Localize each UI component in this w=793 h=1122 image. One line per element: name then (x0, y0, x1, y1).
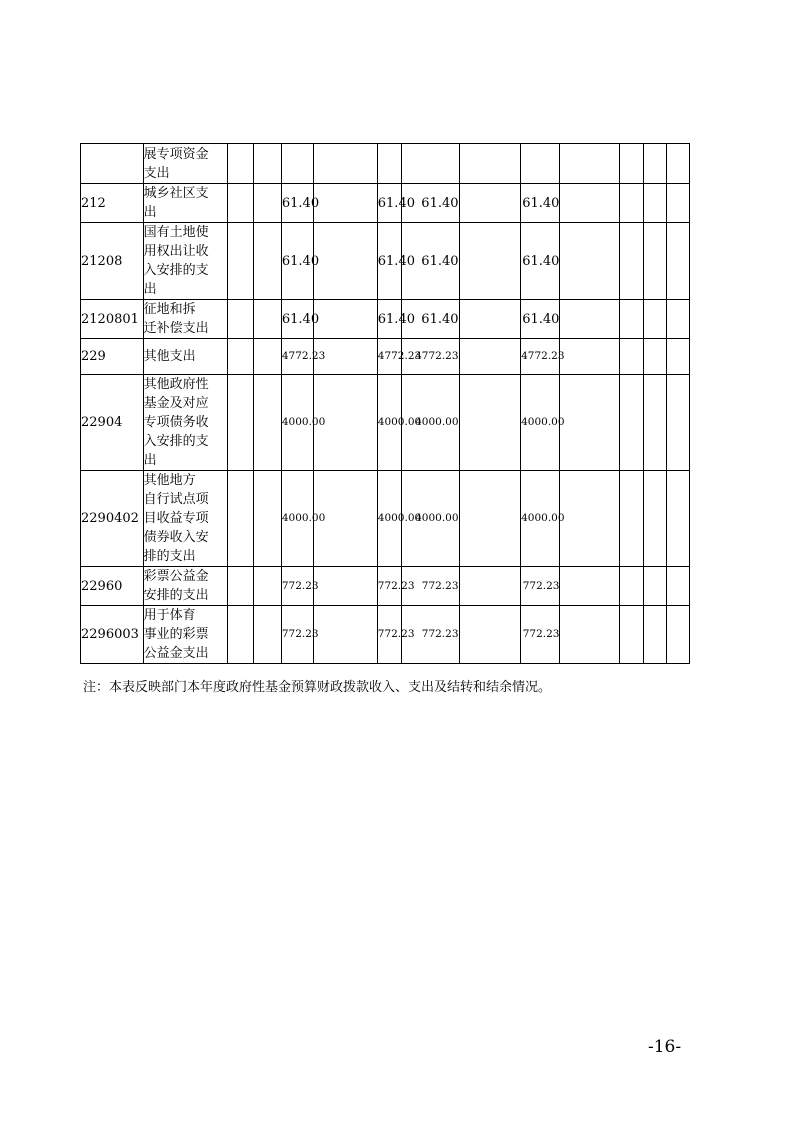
subject-code-cell: 2296003 (81, 606, 144, 664)
table-row (81, 184, 718, 223)
subject-code-cell: 212 (81, 184, 144, 223)
subject-code-cell (81, 144, 144, 184)
empty-cell (253, 300, 281, 339)
table-body (81, 144, 718, 664)
empty-cell (644, 375, 667, 471)
empty-cell (644, 184, 667, 223)
empty-cell (228, 144, 253, 184)
empty-cell (314, 144, 378, 184)
empty-cell (644, 606, 667, 664)
amount-cell: 61.40 (521, 184, 560, 223)
amount-cell: 4000.00 (377, 471, 401, 567)
empty-cell (228, 339, 253, 375)
empty-cell (253, 375, 281, 471)
empty-cell (620, 339, 644, 375)
empty-cell (560, 223, 620, 300)
table-row (81, 300, 718, 339)
empty-cell (667, 184, 689, 223)
amount-cell: 772.23 (401, 606, 459, 664)
amount-cell: 772.23 (281, 606, 313, 664)
empty-cell (620, 567, 644, 606)
subject-name-cell: 用于体育 事业的彩票 公益金支出 (143, 606, 228, 664)
amount-cell: 61.40 (521, 300, 560, 339)
empty-cell (459, 223, 521, 300)
amount-cell (401, 144, 459, 184)
empty-cell (459, 375, 521, 471)
empty-cell (620, 300, 644, 339)
amount-cell: 61.40 (281, 184, 313, 223)
empty-cell (314, 606, 378, 664)
empty-cell (253, 223, 281, 300)
amount-cell: 61.40 (281, 223, 313, 300)
amount-cell: 772.23 (521, 606, 560, 664)
empty-cell (620, 375, 644, 471)
amount-cell: 4000.00 (401, 375, 459, 471)
subject-name-cell: 其他支出 (143, 339, 228, 375)
amount-cell: 4000.00 (377, 375, 401, 471)
empty-cell (459, 606, 521, 664)
amount-cell: 61.40 (377, 223, 401, 300)
empty-cell (314, 300, 378, 339)
amount-cell (521, 144, 560, 184)
empty-cell (667, 606, 689, 664)
amount-cell: 4772.23 (281, 339, 313, 375)
amount-cell: 4000.00 (281, 375, 313, 471)
empty-cell (560, 144, 620, 184)
empty-cell (644, 339, 667, 375)
empty-cell (459, 144, 521, 184)
page-number: -16- (648, 1037, 682, 1057)
empty-cell (228, 184, 253, 223)
subject-code-cell: 2290402 (81, 471, 144, 567)
empty-cell (253, 184, 281, 223)
subject-name-cell: 国有土地使 用权出让收 入安排的支 出 (143, 223, 228, 300)
table-row (81, 375, 718, 471)
amount-cell: 61.40 (377, 300, 401, 339)
empty-cell (560, 184, 620, 223)
amount-cell: 772.23 (377, 606, 401, 664)
empty-cell (314, 223, 378, 300)
empty-cell (620, 471, 644, 567)
amount-cell: 61.40 (281, 300, 313, 339)
table-row (81, 144, 718, 184)
subject-name-cell: 城乡社区支 出 (143, 184, 228, 223)
subject-code-cell: 2120801 (81, 300, 144, 339)
empty-cell (459, 567, 521, 606)
amount-cell: 772.23 (521, 567, 560, 606)
amount-cell: 4772.23 (401, 339, 459, 375)
empty-cell (228, 606, 253, 664)
amount-cell: 772.23 (377, 567, 401, 606)
empty-cell (644, 300, 667, 339)
table-row (81, 567, 718, 606)
empty-cell (314, 567, 378, 606)
empty-cell (667, 339, 689, 375)
amount-cell: 61.40 (401, 223, 459, 300)
empty-cell (228, 223, 253, 300)
table-row (81, 471, 718, 567)
empty-cell (228, 300, 253, 339)
empty-cell (253, 606, 281, 664)
subject-code-cell: 21208 (81, 223, 144, 300)
empty-cell (314, 184, 378, 223)
amount-cell: 4000.00 (521, 471, 560, 567)
subject-name-cell: 展专项资金 支出 (143, 144, 228, 184)
empty-cell (228, 567, 253, 606)
amount-cell: 4000.00 (281, 471, 313, 567)
amount-cell: 4000.00 (521, 375, 560, 471)
table-note: 注：本表反映部门本年度政府性基金预算财政拨款收入、支出及结转和结余情况。 (83, 680, 552, 695)
empty-cell (560, 471, 620, 567)
amount-cell (281, 144, 313, 184)
empty-cell (644, 223, 667, 300)
empty-cell (560, 567, 620, 606)
empty-cell (253, 567, 281, 606)
empty-cell (228, 471, 253, 567)
amount-cell (377, 144, 401, 184)
empty-cell (253, 471, 281, 567)
empty-cell (620, 606, 644, 664)
empty-cell (667, 567, 689, 606)
subject-name-cell: 其他政府性 基金及对应 专项债务收 入安排的支 出 (143, 375, 228, 471)
table-row (81, 606, 718, 664)
table-row (81, 339, 718, 375)
amount-cell: 61.40 (377, 184, 401, 223)
empty-cell (620, 144, 644, 184)
subject-code-cell: 22960 (81, 567, 144, 606)
empty-cell (667, 471, 689, 567)
empty-cell (667, 300, 689, 339)
subject-code-cell: 22904 (81, 375, 144, 471)
empty-cell (560, 339, 620, 375)
empty-cell (253, 144, 281, 184)
empty-cell (560, 375, 620, 471)
empty-cell (644, 144, 667, 184)
empty-cell (667, 144, 689, 184)
amount-cell: 4772.23 (377, 339, 401, 375)
subject-code-cell: 229 (81, 339, 144, 375)
budget-table (80, 143, 718, 664)
empty-cell (560, 606, 620, 664)
amount-cell: 61.40 (401, 184, 459, 223)
empty-cell (459, 300, 521, 339)
amount-cell: 61.40 (401, 300, 459, 339)
empty-cell (459, 184, 521, 223)
empty-cell (459, 339, 521, 375)
subject-name-cell: 其他地方 自行试点项 目收益专项 债券收入安 排的支出 (143, 471, 228, 567)
empty-cell (228, 375, 253, 471)
subject-name-cell: 征地和拆 迁补偿支出 (143, 300, 228, 339)
amount-cell: 772.23 (401, 567, 459, 606)
table-row (81, 223, 718, 300)
empty-cell (560, 300, 620, 339)
empty-cell (620, 184, 644, 223)
amount-cell: 4772.23 (521, 339, 560, 375)
empty-cell (667, 375, 689, 471)
amount-cell: 772.23 (281, 567, 313, 606)
empty-cell (644, 567, 667, 606)
amount-cell: 61.40 (521, 223, 560, 300)
empty-cell (459, 471, 521, 567)
empty-cell (644, 471, 667, 567)
empty-cell (620, 223, 644, 300)
amount-cell: 4000.00 (401, 471, 459, 567)
empty-cell (667, 223, 689, 300)
empty-cell (253, 339, 281, 375)
subject-name-cell: 彩票公益金 安排的支出 (143, 567, 228, 606)
